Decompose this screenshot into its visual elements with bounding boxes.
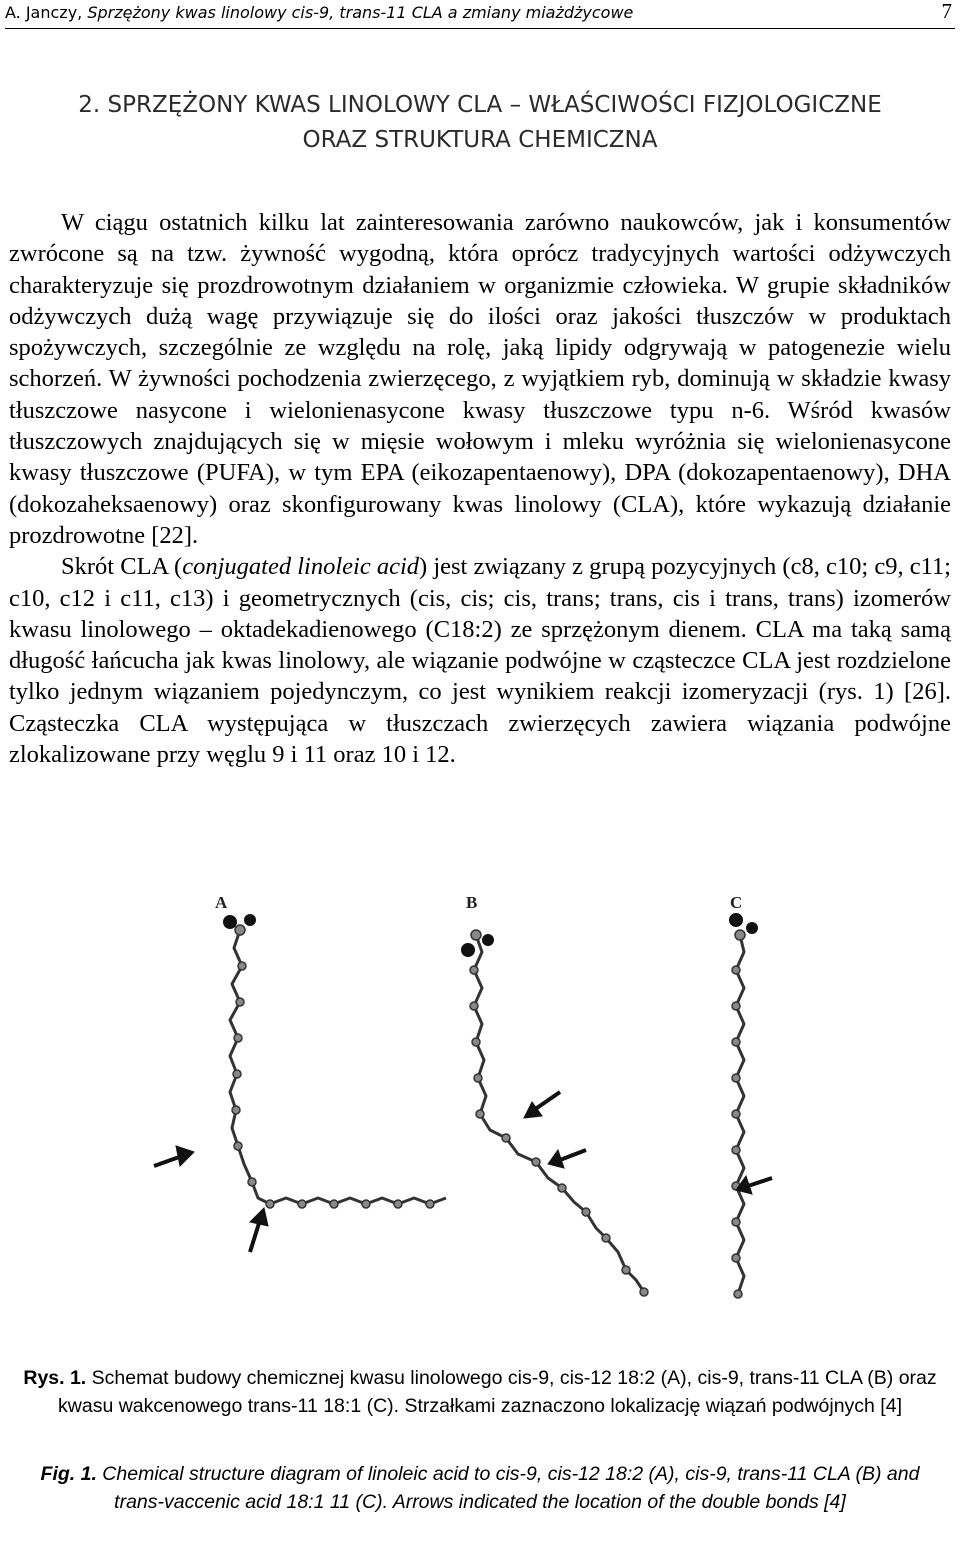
section-title-line-1: 2. SPRZĘŻONY KWAS LINOLOWY CLA – WŁAŚCIWOŚCI FIZJOLOGICZNE <box>78 92 882 118</box>
arrow-b-1 <box>534 1092 560 1110</box>
label-b: B <box>466 893 478 912</box>
caption-pl-label: Rys. 1. <box>23 1367 87 1389</box>
body-text <box>9 207 951 770</box>
molecule-figure <box>140 880 960 1330</box>
chain-b <box>474 935 644 1292</box>
label-a: A <box>215 893 228 912</box>
label-c: C <box>730 893 743 912</box>
chain-a <box>230 930 446 1204</box>
running-head <box>5 2 633 24</box>
caption-en-label: Fig. 1. <box>40 1463 97 1485</box>
paragraph-2-rest: ) jest związany z grupą pozycyjnych (c8, c10; c9, c11; c10, c12 i c11, c13) i geometrycznych (cis, cis; cis, trans; trans, cis i trans, trans) izomerów kwasu linolowego – oktadekadienowego (C18:2) ze sprzężonym dienem. CLA ma taką samą długość łańcucha jak kwas linolowy, ale wiązanie podwójne w cząsteczce CLA jest rozdzielone tylko jednym wiązaniem pojedynczym, co jest wynikiem reakcji izomeryzacji (rys. 1) [26]. Cząsteczka CLA występująca w tłuszczach zwierzęcych zawiera wiązania podwójne zlokalizowane przy węglu 9 i 11 oraz 10 i 12. <box>9 553 951 769</box>
paragraph-2-italic-term: conjugated linoleic acid <box>182 553 420 581</box>
paragraph-2 <box>9 551 951 770</box>
page-number: 7 <box>941 0 952 23</box>
arrow-c <box>748 1178 772 1186</box>
arrow-a-2 <box>250 1220 260 1252</box>
paragraph-1: W ciągu ostatnich kilku lat zainteresowania zarówno naukowców, jak i konsumentów zwrócone są na tzw. żywność wygodną, która oprócz tradycyjnych wartości odżywczych charakteryzuje się prozdrowotnym działaniem w organizmie człowieka. W grupie składników odżywczych dużą wagę przywiązuje się do ilości oraz jakości tłuszczów w produktach spożywczych, szczególnie ze względu na rolę, jaką lipidy odgrywają w patogenezie wielu schorzeń. W żywności pochodzenia zwierzęcego, z wyjątkiem ryb, dominują w składzie kwasy tłuszczowe nasycone i wielonienasycone kwasy tłuszczowe typu n-6. Wśród kwasów tłuszczowych znajdujących się w mięsie wołowym i mleku wyróżnia się wielonienasycone kwasy tłuszczowe (PUFA), w tym EPA (eikozapentaenowy), DPA (dokozapentaenowy), DHA (dokozaheksaenowy) oraz skonfigurowany kwas linolowy (CLA), które wykazują działanie prozdrowotne [22]. <box>9 209 951 549</box>
figure-caption-english <box>20 1460 940 1516</box>
figure-caption-polish <box>20 1364 940 1420</box>
running-header <box>5 2 955 29</box>
caption-en-text: Chemical structure diagram of linoleic acid to cis-9, cis-12 18:2 (A), cis-9, trans-11 CLA (B) and trans-vaccenic acid 18:1 11 (C). Arrows indicated the location of the double bonds [4] <box>96 1463 920 1513</box>
molecule-structures <box>140 880 960 1330</box>
arrow-b-2 <box>560 1150 586 1160</box>
section-title <box>0 88 960 158</box>
section-title-line-2: ORAZ STRUKTURA CHEMICZNA <box>302 127 658 153</box>
caption-pl-text: Schemat budowy chemicznej kwasu linolowego cis-9, cis-12 18:2 (A), cis-9, trans-11 CLA (B) oraz kwasu wakcenowego trans-11 18:1 (C). Strzałkami zaznaczono lokalizację wiązań podwójnych [4] <box>58 1367 937 1417</box>
paragraph-2-start: Skrót CLA ( <box>61 553 183 581</box>
running-author: A. Janczy, <box>5 3 88 22</box>
running-title: Sprzężony kwas linolowy cis-9, trans-11 CLA a zmiany miażdżycowe <box>87 3 634 22</box>
